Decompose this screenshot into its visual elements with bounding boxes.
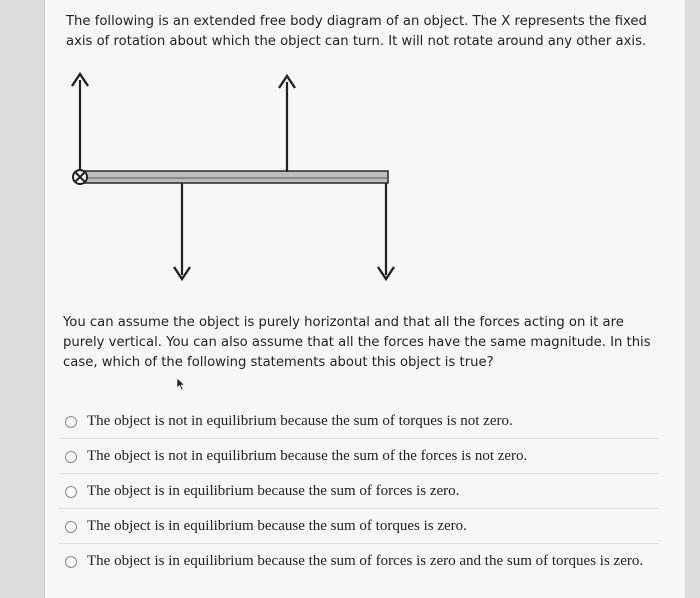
answer-option-label: The object is in equilibrium because the sum of forces is zero and the sum of torques is zero. xyxy=(87,553,644,569)
intro-text: The following is an extended free body diagram of an object. The X represents the fixed axis of rotation about which the object can turn. It will not rotate around any other axis. xyxy=(66,14,647,49)
radio-button[interactable] xyxy=(65,486,77,498)
answer-option-1[interactable] xyxy=(59,404,659,438)
radio-button[interactable] xyxy=(65,416,77,428)
answer-options xyxy=(59,404,659,578)
beam xyxy=(78,171,388,183)
radio-button[interactable] xyxy=(65,451,77,463)
answer-option-label: The object is in equilibrium because the sum of torques is zero. xyxy=(87,518,467,534)
answer-option-label: The object is not in equilibrium because the sum of torques is not zero. xyxy=(87,413,513,429)
answer-option-2[interactable] xyxy=(59,438,659,473)
down-arrow-icon xyxy=(378,183,394,279)
up-arrow-icon xyxy=(72,74,88,174)
pivot-x-icon xyxy=(73,170,87,184)
up-arrow-icon xyxy=(279,76,295,172)
answer-option-3[interactable] xyxy=(59,473,659,508)
question-text: You can assume the object is purely horizontal and that all the forces acting on it are purely vertical. You can also assume that all the forces have the same magnitude. In this case, which of the following statements about this object is true? xyxy=(63,315,651,370)
radio-button[interactable] xyxy=(65,521,77,533)
answer-option-5[interactable] xyxy=(59,543,659,578)
down-arrow-icon xyxy=(174,183,190,279)
answer-option-4[interactable] xyxy=(59,508,659,543)
mouse-cursor-icon xyxy=(176,377,186,391)
radio-button[interactable] xyxy=(65,556,77,568)
answer-option-label: The object is in equilibrium because the sum of forces is zero. xyxy=(87,483,460,499)
answer-option-label: The object is not in equilibrium because the sum of the forces is not zero. xyxy=(87,448,528,464)
